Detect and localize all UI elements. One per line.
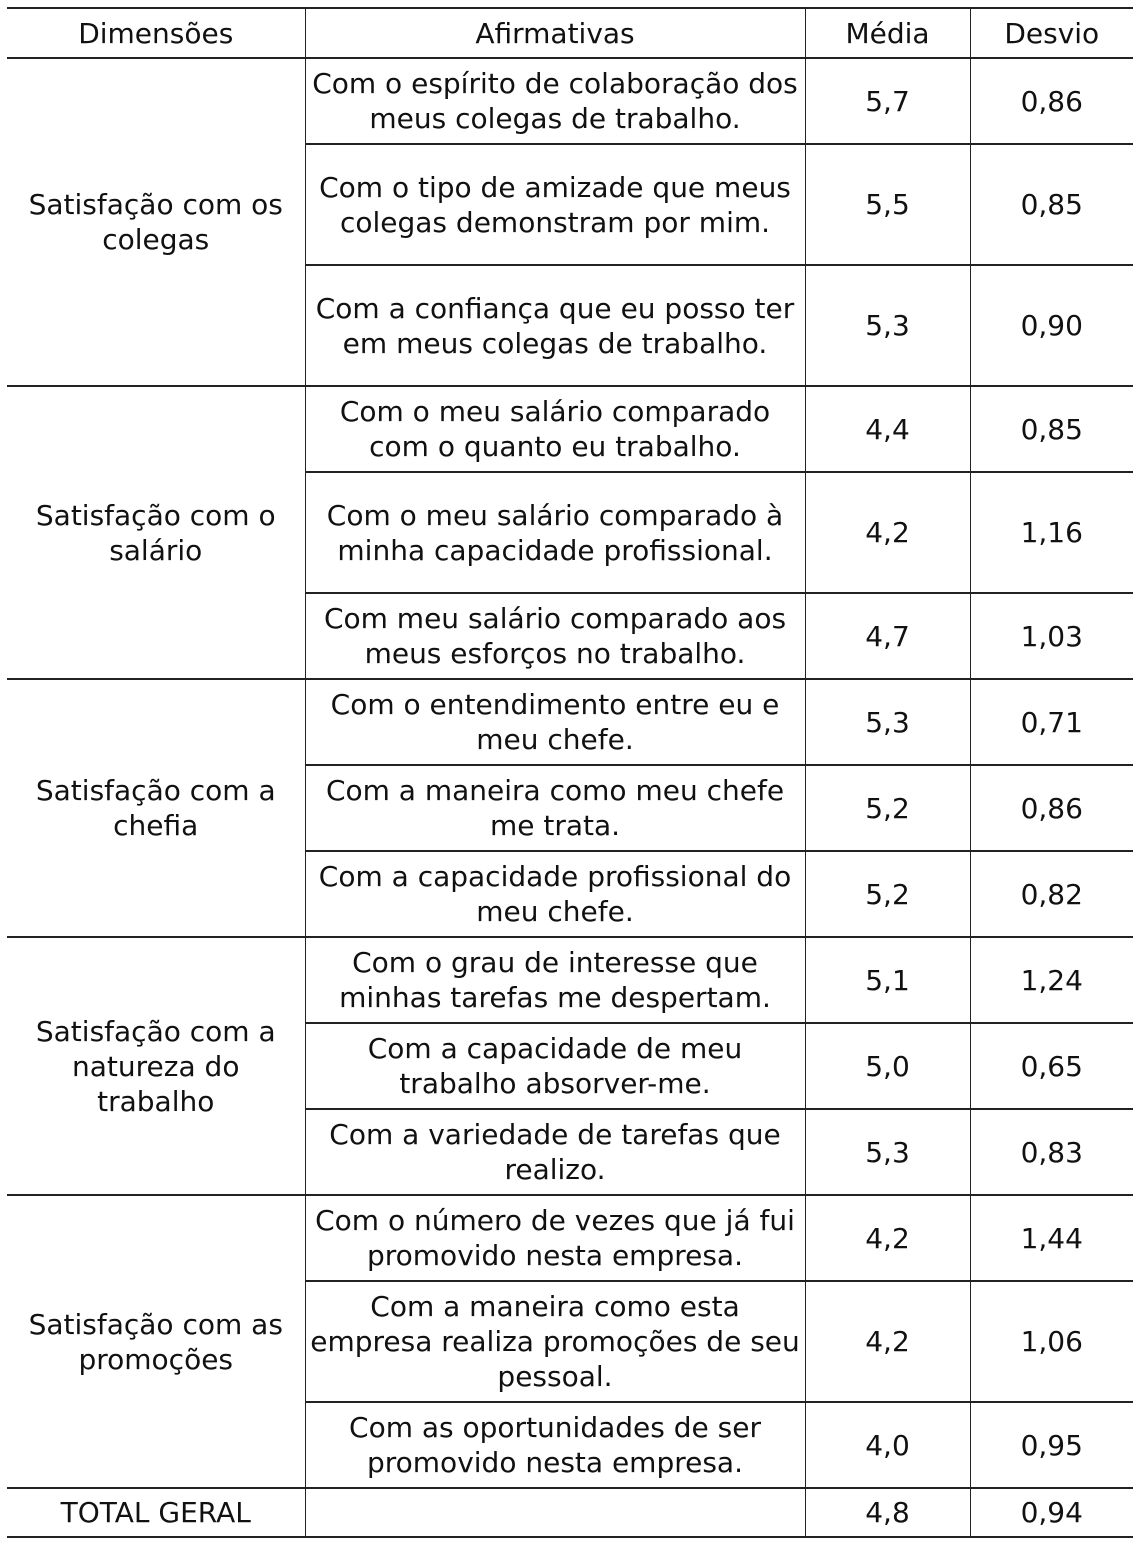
afirmativa-cell: Com o tipo de amizade que meus colegas demonstram por mim. bbox=[305, 144, 805, 265]
media-cell: 5,2 bbox=[805, 765, 970, 851]
desvio-cell: 0,65 bbox=[970, 1023, 1133, 1109]
total-label: TOTAL GERAL bbox=[7, 1488, 305, 1537]
total-desvio: 0,94 bbox=[970, 1488, 1133, 1537]
media-cell: 4,4 bbox=[805, 386, 970, 472]
desvio-cell: 0,85 bbox=[970, 144, 1133, 265]
media-cell: 4,7 bbox=[805, 593, 970, 679]
afirmativa-cell: Com o número de vezes que já fui promovido nesta empresa. bbox=[305, 1195, 805, 1281]
afirmativa-cell: Com o meu salário comparado com o quanto eu trabalho. bbox=[305, 386, 805, 472]
header-desvio: Desvio bbox=[970, 8, 1133, 58]
table-row bbox=[7, 1195, 1133, 1281]
desvio-cell: 0,82 bbox=[970, 851, 1133, 937]
satisfaction-table-container bbox=[7, 7, 1133, 1538]
table-header bbox=[7, 8, 1133, 58]
dimension-cell: Satisfação com a chefia bbox=[7, 679, 305, 937]
table-body bbox=[7, 58, 1133, 1488]
media-cell: 5,1 bbox=[805, 937, 970, 1023]
afirmativa-cell: Com a capacidade profissional do meu chefe. bbox=[305, 851, 805, 937]
desvio-cell: 1,03 bbox=[970, 593, 1133, 679]
desvio-cell: 0,83 bbox=[970, 1109, 1133, 1195]
desvio-cell: 0,86 bbox=[970, 58, 1133, 144]
desvio-cell: 0,85 bbox=[970, 386, 1133, 472]
afirmativa-cell: Com a maneira como meu chefe me trata. bbox=[305, 765, 805, 851]
media-cell: 5,2 bbox=[805, 851, 970, 937]
table-row bbox=[7, 679, 1133, 765]
afirmativa-cell: Com a variedade de tarefas que realizo. bbox=[305, 1109, 805, 1195]
media-cell: 5,0 bbox=[805, 1023, 970, 1109]
afirmativa-cell: Com meu salário comparado aos meus esforços no trabalho. bbox=[305, 593, 805, 679]
table-row bbox=[7, 937, 1133, 1023]
afirmativa-cell: Com as oportunidades de ser promovido nesta empresa. bbox=[305, 1402, 805, 1488]
desvio-cell: 0,71 bbox=[970, 679, 1133, 765]
table-row bbox=[7, 386, 1133, 472]
table-row bbox=[7, 58, 1133, 144]
media-cell: 5,7 bbox=[805, 58, 970, 144]
desvio-cell: 0,86 bbox=[970, 765, 1133, 851]
afirmativa-cell: Com o meu salário comparado à minha capacidade profissional. bbox=[305, 472, 805, 593]
total-afirmativa-empty bbox=[305, 1488, 805, 1537]
afirmativa-cell: Com o entendimento entre eu e meu chefe. bbox=[305, 679, 805, 765]
dimension-cell: Satisfação com o salário bbox=[7, 386, 305, 679]
afirmativa-cell: Com o grau de interesse que minhas tarefas me despertam. bbox=[305, 937, 805, 1023]
desvio-cell: 1,44 bbox=[970, 1195, 1133, 1281]
afirmativa-cell: Com o espírito de colaboração dos meus colegas de trabalho. bbox=[305, 58, 805, 144]
desvio-cell: 1,16 bbox=[970, 472, 1133, 593]
header-row bbox=[7, 8, 1133, 58]
media-cell: 4,2 bbox=[805, 1281, 970, 1402]
total-media: 4,8 bbox=[805, 1488, 970, 1537]
media-cell: 4,2 bbox=[805, 472, 970, 593]
afirmativa-cell: Com a maneira como esta empresa realiza promoções de seu pessoal. bbox=[305, 1281, 805, 1402]
header-afirmativas: Afirmativas bbox=[305, 8, 805, 58]
header-media: Média bbox=[805, 8, 970, 58]
dimension-cell: Satisfação com a natureza do trabalho bbox=[7, 937, 305, 1195]
satisfaction-table bbox=[7, 7, 1133, 1538]
total-row bbox=[7, 1488, 1133, 1537]
header-dimensoes: Dimensões bbox=[7, 8, 305, 58]
desvio-cell: 0,95 bbox=[970, 1402, 1133, 1488]
media-cell: 4,2 bbox=[805, 1195, 970, 1281]
afirmativa-cell: Com a confiança que eu posso ter em meus colegas de trabalho. bbox=[305, 265, 805, 386]
media-cell: 5,5 bbox=[805, 144, 970, 265]
dimension-cell: Satisfação com os colegas bbox=[7, 58, 305, 386]
table-footer bbox=[7, 1488, 1133, 1537]
media-cell: 5,3 bbox=[805, 1109, 970, 1195]
desvio-cell: 1,06 bbox=[970, 1281, 1133, 1402]
desvio-cell: 1,24 bbox=[970, 937, 1133, 1023]
afirmativa-cell: Com a capacidade de meu trabalho absorver-me. bbox=[305, 1023, 805, 1109]
dimension-cell: Satisfação com as promoções bbox=[7, 1195, 305, 1488]
media-cell: 5,3 bbox=[805, 265, 970, 386]
desvio-cell: 0,90 bbox=[970, 265, 1133, 386]
media-cell: 4,0 bbox=[805, 1402, 970, 1488]
media-cell: 5,3 bbox=[805, 679, 970, 765]
